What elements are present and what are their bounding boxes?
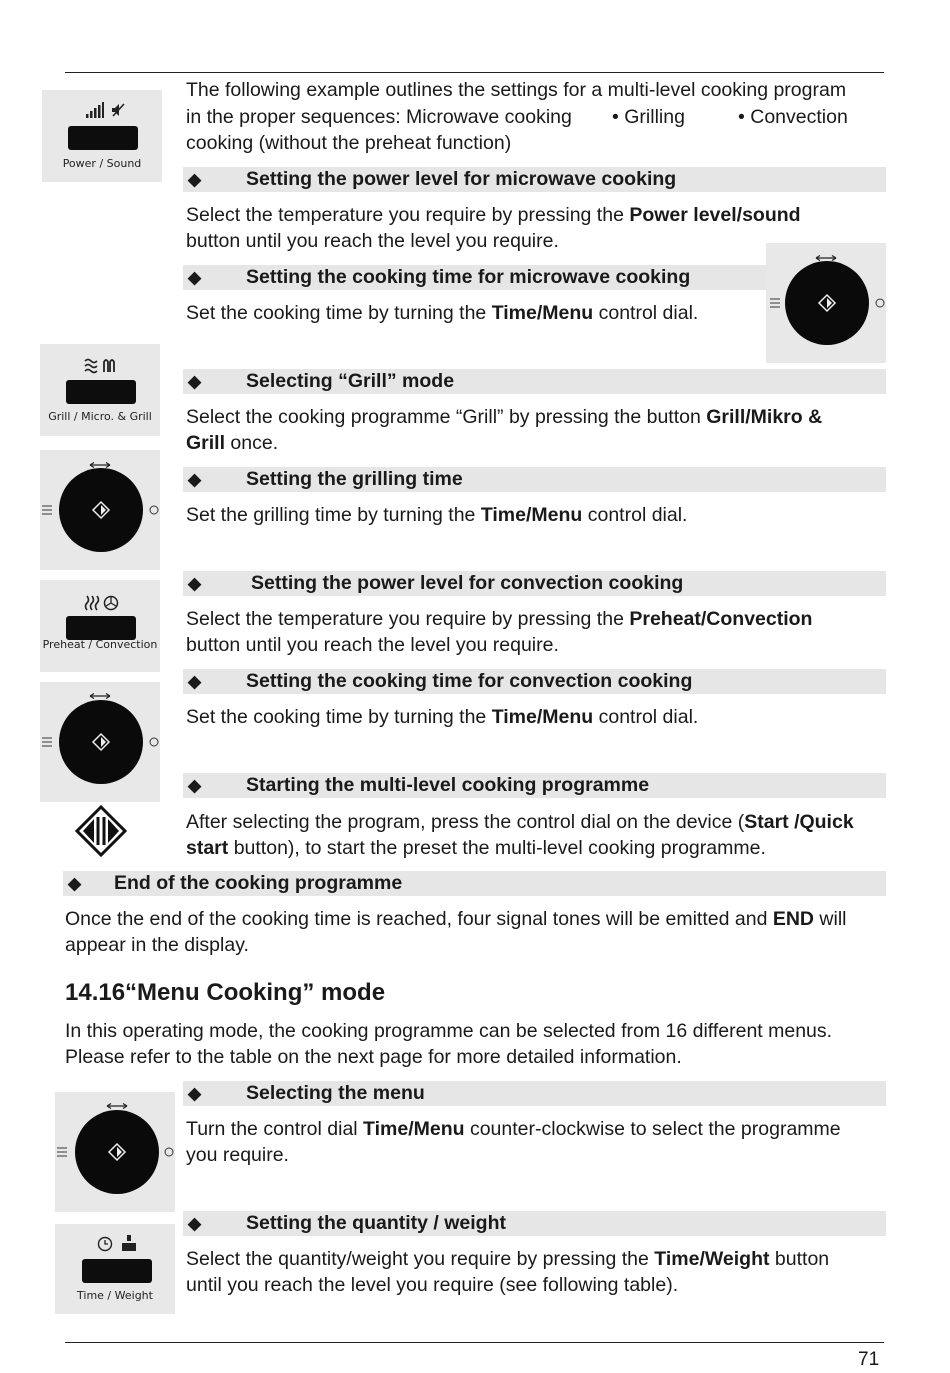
time-weight-button[interactable] xyxy=(82,1259,152,1283)
signal-bars-icon xyxy=(86,102,104,118)
s10-line-1: Select the quantity/weight you require by pressing the Time/Weight button xyxy=(186,1248,830,1270)
section-heading-microwave-power: ◆ Setting the power level for microwave cooking xyxy=(183,167,886,192)
section-heading-microwave-time: ◆ Setting the cooking time for microwave cooking xyxy=(183,265,766,290)
power-sound-label: Power / Sound xyxy=(62,157,142,170)
diamond-bullet-icon: ◆ xyxy=(188,776,202,795)
preheat-convection-panel xyxy=(40,580,160,672)
convection-fan-icon xyxy=(84,594,120,612)
diamond-bullet-icon: ◆ xyxy=(68,874,82,893)
section-heading-select-menu: ◆ Selecting the menu xyxy=(183,1081,886,1106)
s3-line-1: Select the cooking programme “Grill” by pressing the button Grill/Mikro & xyxy=(186,406,823,428)
menu-dial-panel xyxy=(55,1092,175,1212)
section-heading-convection-time: ◆ Setting the cooking time for convection cooking xyxy=(183,669,886,694)
power-sound-button[interactable] xyxy=(68,126,138,150)
time-menu-dial-icon[interactable] xyxy=(766,243,886,363)
time-weight-label: Time / Weight xyxy=(77,1289,153,1302)
mute-speaker-icon xyxy=(110,102,126,118)
diamond-bullet-icon: ◆ xyxy=(188,1214,202,1233)
s5-line-2: button until you reach the level you require. xyxy=(186,634,559,656)
diamond-bullet-icon: ◆ xyxy=(188,672,202,691)
page-number: 71 xyxy=(858,1349,880,1370)
section-heading-end-program: ◆ End of the cooking programme xyxy=(63,871,886,896)
top-rule xyxy=(65,72,884,73)
start-quick-start-icon xyxy=(75,805,127,857)
time-menu-dial-icon[interactable] xyxy=(40,450,160,570)
diamond-bullet-icon: ◆ xyxy=(188,170,202,189)
s7-line-1: After selecting the program, press the control dial on the device (Start /Quick xyxy=(186,811,854,833)
grill-microwave-icon xyxy=(84,358,120,374)
s2-line: Set the cooking time by turning the Time/Menu control dial. xyxy=(186,302,699,324)
intro-line-2c: • Convection xyxy=(738,106,848,128)
diamond-bullet-icon: ◆ xyxy=(188,574,202,593)
s4-line: Set the grilling time by turning the Time/Menu control dial. xyxy=(186,504,688,526)
time-menu-dial-icon[interactable] xyxy=(55,1092,175,1212)
menu-intro-line-1: In this operating mode, the cooking programme can be selected from 16 different menus. xyxy=(65,1020,833,1042)
intro-line-3: cooking (without the preheat function) xyxy=(186,132,512,154)
section-heading-grilling-time: ◆ Setting the grilling time xyxy=(183,467,886,492)
s1-line-2: button until you reach the level you require. xyxy=(186,230,559,252)
s8-line-1: Once the end of the cooking time is reached, four signal tones will be emitted and END will xyxy=(65,908,847,930)
convection-dial-panel xyxy=(40,682,160,802)
s10-line-2: until you reach the level you require (see following table). xyxy=(186,1274,679,1296)
power-sound-panel xyxy=(42,90,162,182)
section-heading-convection-power: ◆ Setting the power level for convection cooking xyxy=(183,571,886,596)
preheat-convection-button[interactable] xyxy=(66,616,136,640)
preheat-convection-label: Preheat / Convection xyxy=(42,638,158,651)
section-heading-select-grill: ◆ Selecting “Grill” mode xyxy=(183,369,886,394)
diamond-bullet-icon: ◆ xyxy=(188,1084,202,1103)
s3-line-2: Grill once. xyxy=(186,432,279,454)
grill-dial-panel xyxy=(40,450,160,570)
grill-micro-button[interactable] xyxy=(66,380,136,404)
s8-line-2: appear in the display. xyxy=(65,934,249,956)
s5-line-1: Select the temperature you require by pressing the Preheat/Convection xyxy=(186,608,813,630)
menu-intro-line-2: Please refer to the table on the next page for more detailed information. xyxy=(65,1046,682,1068)
intro-line-2b: • Grilling xyxy=(612,106,685,128)
grill-micro-label: Grill / Micro. & Grill xyxy=(48,410,152,423)
time-weight-panel xyxy=(55,1224,175,1314)
diamond-bullet-icon: ◆ xyxy=(188,470,202,489)
weight-icon xyxy=(121,1235,137,1252)
s7-line-2: start button), to start the preset the multi-level cooking programme. xyxy=(186,837,766,859)
s9-line-2: you require. xyxy=(186,1144,289,1166)
diamond-bullet-icon: ◆ xyxy=(188,268,202,287)
s9-line-1: Turn the control dial Time/Menu counter-clockwise to select the programme xyxy=(186,1118,841,1140)
bottom-rule xyxy=(65,1342,884,1343)
diamond-bullet-icon: ◆ xyxy=(188,372,202,391)
section-heading-start-program: ◆ Starting the multi-level cooking programme xyxy=(183,773,886,798)
section-heading-quantity-weight: ◆ Setting the quantity / weight xyxy=(183,1211,886,1236)
clock-icon xyxy=(97,1236,113,1252)
s1-line-1: Select the temperature you require by pressing the Power level/sound xyxy=(186,204,801,226)
time-menu-dial-panel xyxy=(766,243,886,363)
intro-line-1: The following example outlines the settings for a multi-level cooking program xyxy=(186,79,847,101)
intro-line-2a: in the proper sequences: Microwave cooking xyxy=(186,106,572,128)
time-menu-dial-icon[interactable] xyxy=(40,682,160,802)
section-title-menu-cooking: 14.16“Menu Cooking” mode xyxy=(65,979,386,1006)
grill-micro-panel xyxy=(40,344,160,436)
s6-line: Set the cooking time by turning the Time/Menu control dial. xyxy=(186,706,699,728)
